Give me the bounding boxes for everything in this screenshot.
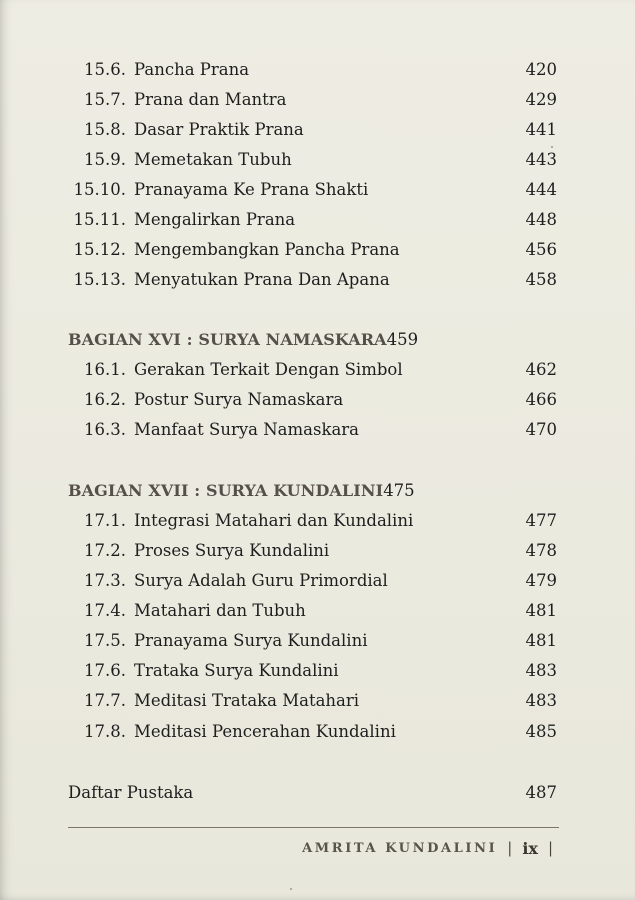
entry-page: 444 [525, 180, 557, 199]
entry-title: Pranayama Ke Prana Shakti [134, 180, 369, 199]
toc-entry [68, 717, 557, 747]
entry-title: Gerakan Terkait Dengan Simbol [134, 360, 403, 379]
entry-page: 466 [525, 390, 557, 409]
entry-number: 16.3. [84, 420, 126, 439]
entry-page: 420 [525, 60, 557, 79]
toc-entry [68, 626, 557, 656]
entry-number: 15.10. [73, 180, 126, 199]
entry-page: 456 [525, 240, 557, 259]
bibliography-title: Daftar Pustaka [68, 783, 194, 802]
entry-number: 17.8. [84, 722, 126, 741]
entry-number: 17.7. [84, 691, 126, 710]
entry-title: Mengalirkan Prana [134, 210, 296, 229]
entry-number: 17.4. [84, 601, 126, 620]
entry-page: 470 [525, 420, 557, 439]
footer-divider [68, 827, 559, 828]
entry-title: Pancha Prana [134, 60, 250, 79]
entry-page: 448 [525, 210, 557, 229]
toc-entry [68, 115, 557, 145]
part-page: 475 [383, 481, 415, 500]
entry-number: 17.6. [84, 661, 126, 680]
paper-speck [551, 146, 553, 148]
entry-page: 441 [525, 120, 557, 139]
running-footer [302, 836, 563, 860]
entry-page: 443 [525, 150, 557, 169]
entry-title: Mengembangkan Pancha Prana [134, 240, 400, 259]
toc-entry [68, 566, 557, 596]
entry-page: 485 [525, 722, 557, 741]
page-number: ix [522, 838, 538, 858]
entry-page: 477 [525, 511, 557, 530]
entry-page: 481 [525, 601, 557, 620]
entry-page: 478 [525, 541, 557, 560]
entry-page: 479 [525, 571, 557, 590]
entry-number: 16.2. [84, 390, 126, 409]
entry-title: Postur Surya Namaskara [134, 390, 344, 409]
entry-page: 483 [525, 661, 557, 680]
entry-title: Memetakan Tubuh [134, 150, 292, 169]
entry-page: 483 [525, 691, 557, 710]
footer-separator: | [507, 839, 513, 857]
toc-entry [68, 145, 557, 175]
entry-number: 17.2. [84, 541, 126, 560]
footer-separator: | [547, 839, 553, 857]
entry-title: Prana dan Mantra [134, 90, 287, 109]
entry-number: 15.9. [84, 150, 126, 169]
toc-entry [68, 175, 557, 205]
book-title: AMRITA KUNDALINI [302, 840, 498, 856]
entry-page: 429 [525, 90, 557, 109]
entry-title: Proses Surya Kundalini [134, 541, 330, 560]
entry-title: Integrasi Matahari dan Kundalini [134, 511, 414, 530]
part-heading [68, 476, 557, 506]
entry-title: Manfaat Surya Namaskara [134, 420, 360, 439]
entry-number: 16.1. [84, 360, 126, 379]
entry-number: 17.3. [84, 571, 126, 590]
toc-entry [68, 536, 557, 566]
entry-page: 481 [525, 631, 557, 650]
entry-title: Pranayama Surya Kundalini [134, 631, 368, 650]
toc-entry [68, 385, 557, 415]
entry-number: 15.8. [84, 120, 126, 139]
toc-entry [68, 596, 557, 626]
entry-title: Dasar Praktik Prana [134, 120, 304, 139]
toc-entry [68, 85, 557, 115]
entry-number: 15.6. [84, 60, 126, 79]
entry-number: 15.12. [73, 240, 126, 259]
part-page: 459 [386, 330, 419, 349]
entry-number: 17.1. [84, 511, 126, 530]
entry-number: 15.13. [73, 270, 126, 289]
entry-number: 15.11. [73, 210, 126, 229]
entry-title: Surya Adalah Guru Primordial [134, 571, 388, 590]
entry-title: Trataka Surya Kundalini [134, 661, 339, 680]
part-title: BAGIAN XVII : SURYA KUNDALINI [68, 481, 384, 500]
entry-number: 15.7. [84, 90, 126, 109]
entry-title: Meditasi Pencerahan Kundalini [134, 722, 396, 741]
toc-entry [68, 355, 557, 385]
entry-title: Menyatukan Prana Dan Apana [134, 270, 390, 289]
entry-page: 458 [525, 270, 557, 289]
toc-entry [68, 235, 557, 265]
toc-entry [68, 265, 557, 295]
entry-page: 462 [525, 360, 557, 379]
toc-entry [68, 55, 557, 85]
entry-title: Matahari dan Tubuh [134, 601, 306, 620]
toc-entry [68, 686, 557, 716]
part-title: BAGIAN XVI : SURYA NAMASKARA [68, 330, 387, 349]
toc-entry [68, 415, 557, 445]
toc-entry [68, 506, 557, 536]
bibliography-page: 487 [525, 783, 557, 802]
entry-number: 17.5. [84, 631, 126, 650]
toc-entry [68, 205, 557, 235]
paper-speck [290, 888, 292, 890]
toc-entry [68, 656, 557, 686]
entry-title: Meditasi Trataka Matahari [134, 691, 360, 710]
part-heading [68, 325, 557, 355]
bibliography-entry [68, 778, 557, 808]
